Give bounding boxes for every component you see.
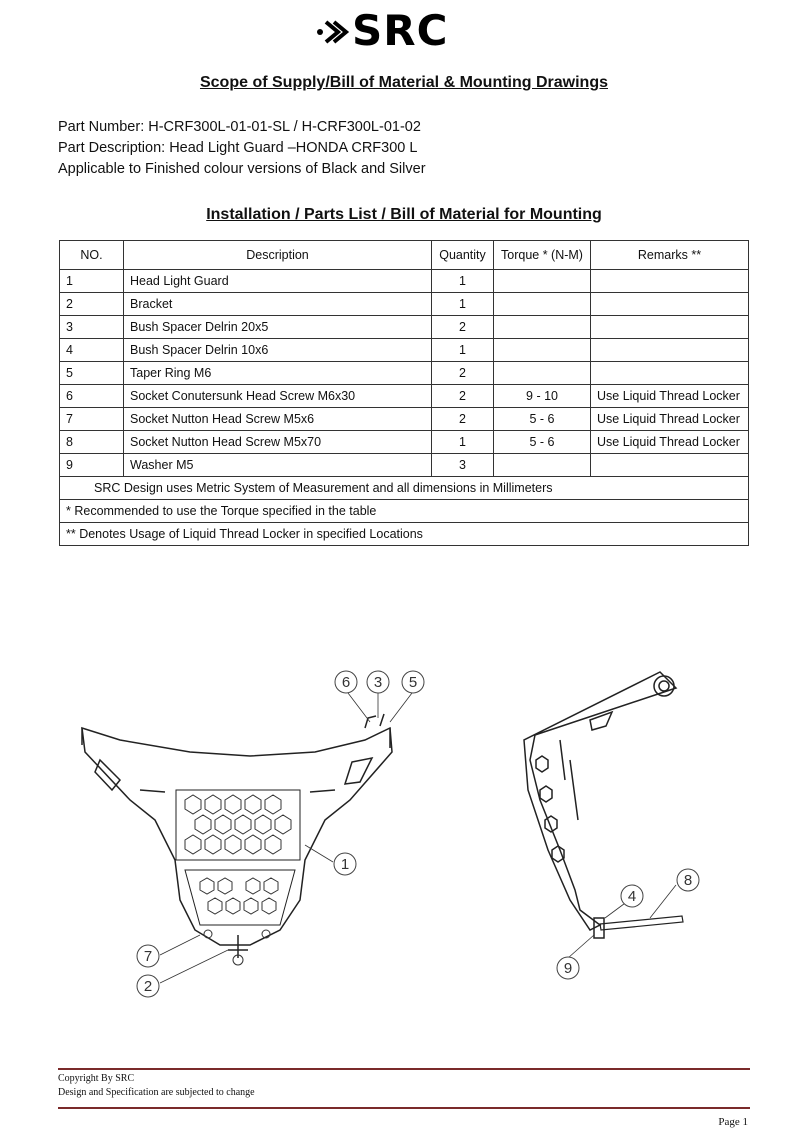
cell-quantity: 1 xyxy=(432,431,494,454)
cell-no: 7 xyxy=(60,408,124,431)
cell-description: Bracket xyxy=(124,293,432,316)
table-row xyxy=(60,270,749,293)
part-number: Part Number: H-CRF300L-01-01-SL / H-CRF300L-01-02 xyxy=(58,119,421,135)
table-row xyxy=(60,454,749,477)
cell-torque: 5 - 6 xyxy=(494,431,591,454)
cell-torque xyxy=(494,293,591,316)
part-info xyxy=(58,117,426,180)
cell-remarks: Use Liquid Thread Locker xyxy=(591,431,749,454)
page-title: Scope of Supply/Bill of Material & Mounting Drawings xyxy=(199,74,608,91)
header-torque: Torque * (N-M) xyxy=(494,241,591,270)
cell-quantity: 2 xyxy=(432,316,494,339)
cell-remarks xyxy=(591,270,749,293)
callout-label-4: 4 xyxy=(627,888,637,905)
cell-no: 4 xyxy=(60,339,124,362)
table-row xyxy=(60,431,749,454)
table-row xyxy=(60,293,749,316)
copyright-text: Copyright By SRC xyxy=(58,1073,135,1084)
cell-torque xyxy=(494,316,591,339)
cell-description: Bush Spacer Delrin 20x5 xyxy=(124,316,432,339)
mounting-drawing xyxy=(0,640,808,1020)
cell-remarks xyxy=(591,339,749,362)
cell-no: 2 xyxy=(60,293,124,316)
callout-label-3: 3 xyxy=(373,674,383,691)
note-row xyxy=(60,523,749,546)
table-row xyxy=(60,316,749,339)
cell-description: Head Light Guard xyxy=(124,270,432,293)
callout-label-2: 2 xyxy=(143,978,153,995)
cell-description: Bush Spacer Delrin 10x6 xyxy=(124,339,432,362)
cell-remarks: Use Liquid Thread Locker xyxy=(591,385,749,408)
footer xyxy=(58,1072,255,1100)
note-thread-locker: ** Denotes Usage of Liquid Thread Locker in specified Locations xyxy=(60,523,749,546)
footer-divider xyxy=(58,1107,750,1109)
page-number: Page 1 xyxy=(718,1116,748,1128)
callout-label-5: 5 xyxy=(408,674,418,691)
cell-quantity: 3 xyxy=(432,454,494,477)
cell-no: 8 xyxy=(60,431,124,454)
cell-torque xyxy=(494,454,591,477)
note-torque: * Recommended to use the Torque specified in the table xyxy=(60,500,749,523)
cell-no: 5 xyxy=(60,362,124,385)
table-row xyxy=(60,362,749,385)
callout-label-6: 6 xyxy=(341,674,351,691)
callout-label-1: 1 xyxy=(340,856,350,873)
cell-no: 9 xyxy=(60,454,124,477)
footer-divider xyxy=(58,1068,750,1070)
table-row xyxy=(60,339,749,362)
table-header-row xyxy=(60,241,749,270)
cell-quantity: 2 xyxy=(432,362,494,385)
table-row xyxy=(60,408,749,431)
cell-torque: 9 - 10 xyxy=(494,385,591,408)
table-row xyxy=(60,385,749,408)
cell-torque xyxy=(494,339,591,362)
cell-remarks: Use Liquid Thread Locker xyxy=(591,408,749,431)
cell-no: 1 xyxy=(60,270,124,293)
bill-of-material-table xyxy=(59,240,749,546)
cell-no: 6 xyxy=(60,385,124,408)
guard-outline xyxy=(82,728,392,945)
cell-remarks xyxy=(591,316,749,339)
cell-description: Socket Nutton Head Screw M5x70 xyxy=(124,431,432,454)
cell-quantity: 2 xyxy=(432,408,494,431)
cell-no: 3 xyxy=(60,316,124,339)
cell-torque: 5 - 6 xyxy=(494,408,591,431)
applicable-versions: Applicable to Finished colour versions of Black and Silver xyxy=(58,161,426,177)
header-remarks: Remarks ** xyxy=(591,241,749,270)
cell-remarks xyxy=(591,293,749,316)
callout-label-7: 7 xyxy=(143,948,153,965)
cell-remarks xyxy=(591,454,749,477)
note-row xyxy=(60,500,749,523)
note-metric: SRC Design uses Metric System of Measurement and all dimensions in Millimeters xyxy=(60,477,749,500)
callout-label-8: 8 xyxy=(683,872,693,889)
cell-description: Socket Conutersunk Head Screw M6x30 xyxy=(124,385,432,408)
disclaimer-text: Design and Specification are subjected to change xyxy=(58,1087,255,1098)
cell-torque xyxy=(494,270,591,293)
cell-description: Washer M5 xyxy=(124,454,432,477)
cell-quantity: 2 xyxy=(432,385,494,408)
cell-quantity: 1 xyxy=(432,293,494,316)
cell-quantity: 1 xyxy=(432,270,494,293)
callout-label-9: 9 xyxy=(563,960,573,977)
header-no: NO. xyxy=(60,241,124,270)
note-row xyxy=(60,477,749,500)
cell-quantity: 1 xyxy=(432,339,494,362)
cell-remarks xyxy=(591,362,749,385)
header-description: Description xyxy=(124,241,432,270)
logo-swoosh-icon xyxy=(312,12,352,52)
cell-description: Taper Ring M6 xyxy=(124,362,432,385)
cell-description: Socket Nutton Head Screw M5x6 xyxy=(124,408,432,431)
part-description: Part Description: Head Light Guard –HONDA CRF300 L xyxy=(58,140,418,156)
brand-logo xyxy=(312,6,502,55)
section-title: Installation / Parts List / Bill of Material for Mounting xyxy=(206,206,602,223)
header-quantity: Quantity xyxy=(432,241,494,270)
brand-name: SRC xyxy=(352,6,449,55)
cell-torque xyxy=(494,362,591,385)
